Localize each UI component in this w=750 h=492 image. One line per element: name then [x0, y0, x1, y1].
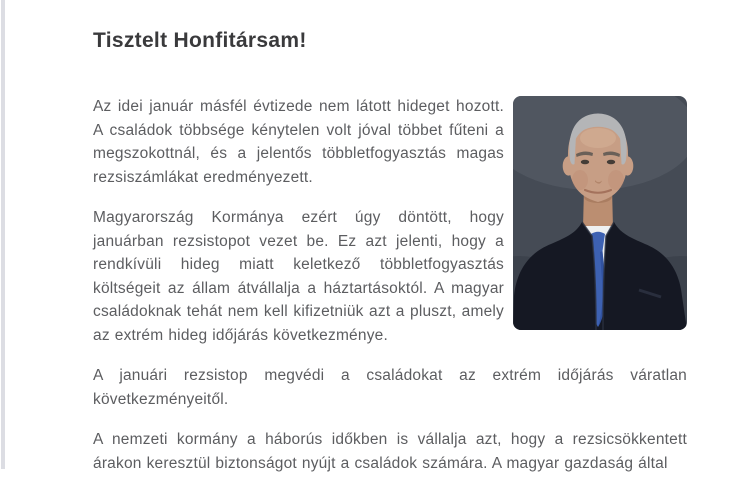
body-paragraph: Magyarország Kormánya ezért úgy döntött, hogy januárban rezsistopot vezet be. Ez azt jelenti, hogy a rendkívüli hideg miatt keletkező többletfogyasztás költségeit az állam átvállalja a háztartásoktól. A magyar családoknak tehát nem kell kifizetniük azt a pluszt, amely az extrém hideg időjárás következménye. — [93, 209, 504, 344]
body-paragraph: A nemzeti kormány a háborús időkben is vállalja azt, hogy a rezsicsökkentett árakon keresztül biztonságot nyújt a családok számára. A magyar gazdaság által — [93, 431, 687, 472]
portrait-photo — [513, 96, 687, 330]
letter-title: Tisztelt Honfitársam! — [93, 29, 307, 52]
body-paragraph: Az idei január másfél évtizede nem látott hideget hozott. A családok többsége kénytelen volt jóval többet fűteni a megszokottnál, és a jelentős többletfogyasztás magas rezsiszámlákat eredményezett. — [93, 98, 504, 186]
portrait-illustration — [513, 96, 687, 330]
letter-body — [93, 28, 687, 492]
body-paragraph: A januári rezsistop megvédi a családokat az extrém időjárás váratlan következményeitől. — [93, 367, 687, 408]
page-edge-strip — [1, 0, 5, 469]
